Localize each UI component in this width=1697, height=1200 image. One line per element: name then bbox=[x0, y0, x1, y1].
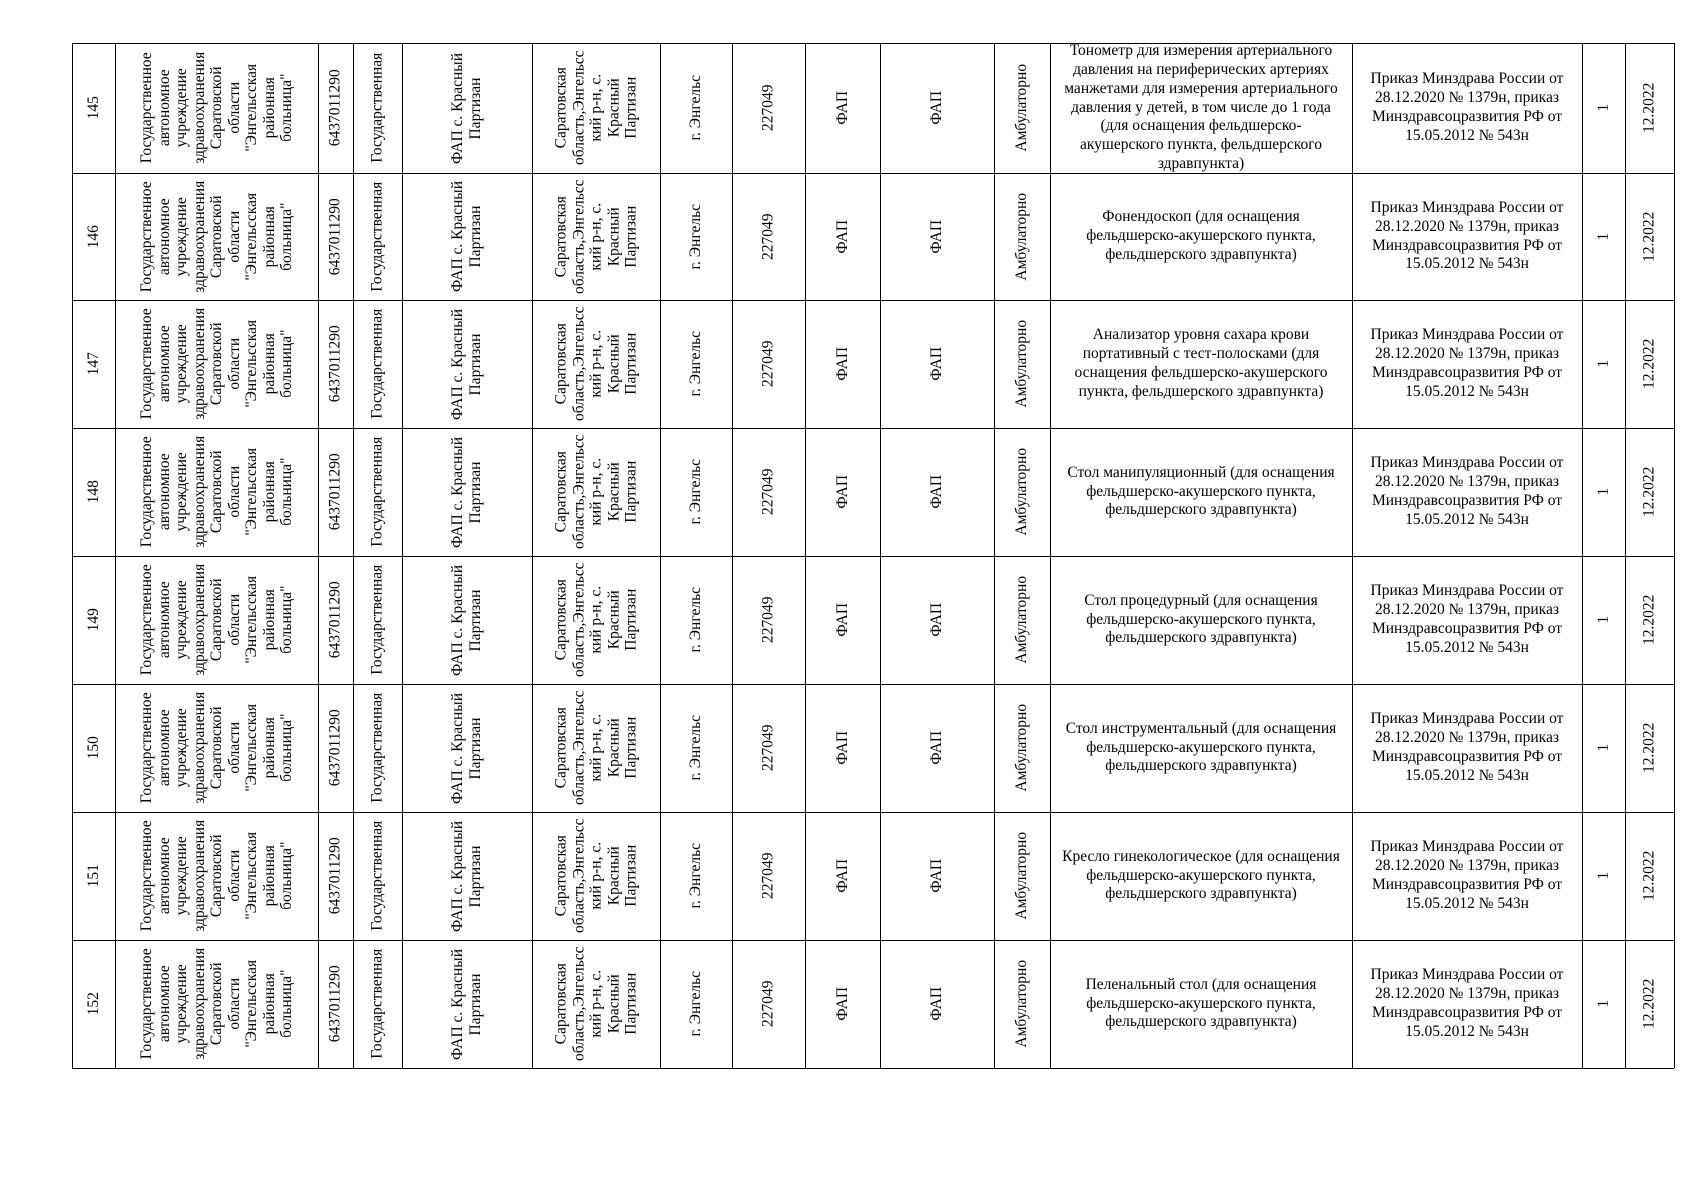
inn-value: 6437011290 bbox=[326, 198, 344, 275]
ownership-form: Государственная bbox=[368, 820, 386, 932]
facility-subtype: ФАП bbox=[928, 859, 946, 893]
facility-type: ФАП bbox=[833, 219, 851, 254]
facility-address: Саратовская область,Энгельсс кий р-н, с. Красный Партизан bbox=[552, 179, 640, 294]
table-cell-legal-basis bbox=[1352, 173, 1582, 300]
equipment-description: Фонендоскоп (для оснащения фельдшерско-акушерского пункта, фельдшерского здравпункта) bbox=[1086, 208, 1316, 263]
care-mode: Амбулаторно bbox=[1013, 960, 1031, 1048]
organization-name: Государственное автономное учреждение здравоохранения Саратовской области "Энгельсская районная больница" bbox=[137, 564, 295, 676]
table-cell-delivery-date bbox=[1625, 173, 1674, 300]
legal-basis: Приказ Минздрава России от 28.12.2020 № 1379н, приказ Минздравсоцразвития РФ от 15.05.2012 № 543н bbox=[1370, 838, 1564, 912]
table-cell-city-name bbox=[660, 300, 732, 428]
table-cell-facility-name bbox=[402, 556, 532, 684]
table-cell-equipment-description bbox=[1050, 43, 1352, 173]
table-cell-quantity bbox=[1582, 300, 1625, 428]
table-cell-care-mode bbox=[994, 812, 1050, 940]
table-cell-facility-address bbox=[532, 43, 660, 173]
facility-code: 227049 bbox=[759, 468, 777, 516]
facility-type: ФАП bbox=[833, 859, 851, 893]
quantity: 1 bbox=[1594, 488, 1612, 496]
table-cell-facility-subtype bbox=[880, 812, 994, 940]
equipment-description: Анализатор уровня сахара крови портативный с тест-полосками (для оснащения фельдшерско-акушерского пункта, фельдшерского здравпункта) bbox=[1074, 326, 1328, 400]
table-cell-quantity bbox=[1582, 812, 1625, 940]
table-cell-facility-subtype bbox=[880, 684, 994, 812]
table-cell-facility-code bbox=[732, 173, 805, 300]
row-number: 152 bbox=[84, 992, 102, 1016]
table-cell-inn-value bbox=[318, 173, 353, 300]
ownership-form: Государственная bbox=[368, 564, 386, 676]
table-cell-equipment-description bbox=[1050, 812, 1352, 940]
table-cell-row-number bbox=[72, 556, 115, 684]
table-cell-ownership-form bbox=[353, 43, 402, 173]
table-cell-facility-code bbox=[732, 428, 805, 556]
table-cell-facility-name bbox=[402, 812, 532, 940]
delivery-date: 12.2022 bbox=[1640, 850, 1658, 902]
organization-name: Государственное автономное учреждение здравоохранения Саратовской области "Энгельсская районная больница" bbox=[137, 948, 295, 1060]
facility-code: 227049 bbox=[759, 340, 777, 388]
equipment-description: Стол манипуляционный (для оснащения фельдшерско-акушерского пункта, фельдшерского здравпункта) bbox=[1067, 463, 1335, 519]
organization-name: Государственное автономное учреждение здравоохранения Саратовской области "Энгельсская районная больница" bbox=[137, 692, 295, 804]
row-number: 145 bbox=[84, 96, 102, 120]
city-name: г. Энгельс bbox=[687, 587, 705, 653]
table-cell-delivery-date bbox=[1625, 300, 1674, 428]
equipment-description: Стол процедурный (для оснащения фельдшерско-акушерского пункта, фельдшерского здравпункта) bbox=[1084, 591, 1318, 647]
facility-subtype: ФАП bbox=[928, 603, 946, 637]
table-cell-facility-type bbox=[805, 173, 880, 300]
table-cell-inn-value bbox=[318, 428, 353, 556]
facility-address: Саратовская область,Энгельсс кий р-н, с. Красный Партизан bbox=[552, 50, 640, 166]
facility-address: Саратовская область,Энгельсс кий р-н, с. Красный Партизан bbox=[552, 818, 640, 934]
table-cell-legal-basis bbox=[1352, 300, 1582, 428]
facility-address: Саратовская область,Энгельсс кий р-н, с. Красный Партизан bbox=[552, 690, 640, 806]
table-cell-delivery-date bbox=[1625, 940, 1674, 1068]
facility-code: 227049 bbox=[759, 980, 777, 1028]
table-cell-quantity bbox=[1582, 940, 1625, 1068]
table-cell-facility-subtype bbox=[880, 300, 994, 428]
delivery-date: 12.2022 bbox=[1640, 594, 1658, 646]
table-cell-facility-subtype bbox=[880, 43, 994, 173]
table-cell-facility-type bbox=[805, 556, 880, 684]
table-cell-facility-code bbox=[732, 300, 805, 428]
table-cell-facility-name bbox=[402, 173, 532, 300]
delivery-date: 12.2022 bbox=[1640, 211, 1658, 262]
table-cell-delivery-date bbox=[1625, 43, 1674, 173]
city-name: г. Энгельс bbox=[687, 843, 705, 909]
table-cell-organization-name bbox=[115, 556, 318, 684]
facility-subtype: ФАП bbox=[928, 731, 946, 765]
legal-basis: Приказ Минздрава России от 28.12.2020 № 1379н, приказ Минздравсоцразвития РФ от 15.05.2012 № 543н bbox=[1370, 326, 1564, 400]
care-mode: Амбулаторно bbox=[1013, 576, 1031, 664]
quantity: 1 bbox=[1594, 104, 1612, 112]
legal-basis: Приказ Минздрава России от 28.12.2020 № 1379н, приказ Минздравсоцразвития РФ от 15.05.2012 № 543н bbox=[1370, 582, 1564, 656]
table-cell-organization-name bbox=[115, 173, 318, 300]
table-cell-legal-basis bbox=[1352, 43, 1582, 173]
care-mode: Амбулаторно bbox=[1013, 64, 1031, 152]
table-cell-facility-type bbox=[805, 940, 880, 1068]
table-cell-facility-type bbox=[805, 43, 880, 173]
facility-subtype: ФАП bbox=[928, 987, 946, 1021]
table-cell-inn-value bbox=[318, 43, 353, 173]
table-cell-facility-code bbox=[732, 684, 805, 812]
delivery-date: 12.2022 bbox=[1640, 82, 1658, 134]
ownership-form: Государственная bbox=[368, 181, 386, 292]
table-cell-facility-type bbox=[805, 684, 880, 812]
table-cell-equipment-description bbox=[1050, 428, 1352, 556]
facility-name: ФАП с. Красный Партизан bbox=[449, 308, 484, 420]
table-cell-ownership-form bbox=[353, 684, 402, 812]
table-cell-care-mode bbox=[994, 940, 1050, 1068]
quantity: 1 bbox=[1594, 872, 1612, 880]
table-cell-inn-value bbox=[318, 812, 353, 940]
table-cell-city-name bbox=[660, 43, 732, 173]
row-number: 149 bbox=[84, 608, 102, 632]
table-cell-facility-subtype bbox=[880, 173, 994, 300]
facility-type: ФАП bbox=[833, 347, 851, 381]
table-cell-delivery-date bbox=[1625, 812, 1674, 940]
table-cell-organization-name bbox=[115, 43, 318, 173]
table-cell-care-mode bbox=[994, 173, 1050, 300]
table-cell-ownership-form bbox=[353, 173, 402, 300]
table-cell-facility-code bbox=[732, 556, 805, 684]
inn-value: 6437011290 bbox=[326, 453, 344, 531]
ownership-form: Государственная bbox=[368, 52, 386, 164]
table-cell-row-number bbox=[72, 173, 115, 300]
city-name: г. Энгельс bbox=[687, 203, 705, 270]
city-name: г. Энгельс bbox=[687, 331, 705, 397]
quantity: 1 bbox=[1594, 744, 1612, 752]
table-cell-inn-value bbox=[318, 940, 353, 1068]
table-cell-quantity bbox=[1582, 556, 1625, 684]
ownership-form: Государственная bbox=[368, 308, 386, 420]
table-cell-equipment-description bbox=[1050, 556, 1352, 684]
table-cell-row-number bbox=[72, 940, 115, 1068]
legal-basis: Приказ Минздрава России от 28.12.2020 № 1379н, приказ Минздравсоцразвития РФ от 15.05.2012 № 543н bbox=[1370, 710, 1564, 784]
organization-name: Государственное автономное учреждение здравоохранения Саратовской области "Энгельсская районная больница" bbox=[137, 436, 295, 548]
table-cell-city-name bbox=[660, 684, 732, 812]
equipment-description: Пеленальный стол (для оснащения фельдшерско-акушерского пункта, фельдшерского здравпункта) bbox=[1085, 975, 1317, 1031]
table-cell-equipment-description bbox=[1050, 940, 1352, 1068]
row-number: 146 bbox=[84, 224, 102, 249]
table-cell-organization-name bbox=[115, 940, 318, 1068]
delivery-date: 12.2022 bbox=[1640, 722, 1658, 774]
facility-name: ФАП с. Красный Партизан bbox=[449, 948, 484, 1060]
table-cell-quantity bbox=[1582, 428, 1625, 556]
table-cell-facility-type bbox=[805, 428, 880, 556]
table-cell-facility-address bbox=[532, 684, 660, 812]
table-cell-facility-type bbox=[805, 812, 880, 940]
facility-subtype: ФАП bbox=[928, 219, 946, 254]
table-cell-city-name bbox=[660, 173, 732, 300]
table-cell-facility-address bbox=[532, 940, 660, 1068]
ownership-form: Государственная bbox=[368, 692, 386, 804]
table-cell-care-mode bbox=[994, 428, 1050, 556]
facility-subtype: ФАП bbox=[928, 475, 946, 509]
facility-code: 227049 bbox=[759, 213, 777, 260]
facility-code: 227049 bbox=[759, 724, 777, 772]
care-mode: Амбулаторно bbox=[1013, 192, 1031, 281]
facility-name: ФАП с. Красный Партизан bbox=[449, 436, 484, 548]
facility-type: ФАП bbox=[833, 475, 851, 509]
equipment-description: Стол инструментальный (для оснащения фельдшерско-акушерского пункта, фельдшерского здравпункта) bbox=[1065, 719, 1337, 775]
city-name: г. Энгельс bbox=[687, 75, 705, 141]
facility-subtype: ФАП bbox=[928, 91, 946, 125]
quantity: 1 bbox=[1594, 360, 1612, 368]
table-cell-facility-address bbox=[532, 428, 660, 556]
table-cell-organization-name bbox=[115, 812, 318, 940]
facility-address: Саратовская область,Энгельсс кий р-н, с. Красный Партизан bbox=[552, 946, 640, 1062]
facility-name: ФАП с. Красный Партизан bbox=[449, 180, 484, 293]
quantity: 1 bbox=[1594, 232, 1612, 241]
table-cell-legal-basis bbox=[1352, 428, 1582, 556]
ownership-form: Государственная bbox=[368, 948, 386, 1060]
quantity: 1 bbox=[1594, 616, 1612, 624]
facility-name: ФАП с. Красный Партизан bbox=[449, 52, 484, 164]
table-cell-city-name bbox=[660, 812, 732, 940]
table-cell-facility-address bbox=[532, 300, 660, 428]
table-cell-equipment-description bbox=[1050, 173, 1352, 300]
facility-name: ФАП с. Красный Партизан bbox=[449, 692, 484, 804]
row-number: 148 bbox=[84, 480, 102, 504]
inn-value: 6437011290 bbox=[326, 837, 344, 915]
table-cell-care-mode bbox=[994, 43, 1050, 173]
facility-type: ФАП bbox=[833, 91, 851, 125]
facility-address: Саратовская область,Энгельсс кий р-н, с. Красный Партизан bbox=[552, 306, 640, 422]
table-cell-facility-name bbox=[402, 684, 532, 812]
facility-subtype: ФАП bbox=[928, 347, 946, 381]
table-cell-quantity bbox=[1582, 684, 1625, 812]
table-cell-facility-code bbox=[732, 940, 805, 1068]
organization-name: Государственное автономное учреждение здравоохранения Саратовской области "Энгельсская районная больница" bbox=[137, 820, 295, 932]
inn-value: 6437011290 bbox=[326, 965, 344, 1043]
table-cell-facility-name bbox=[402, 43, 532, 173]
table-cell-care-mode bbox=[994, 684, 1050, 812]
delivery-date: 12.2022 bbox=[1640, 338, 1658, 390]
table-cell-organization-name bbox=[115, 684, 318, 812]
inn-value: 6437011290 bbox=[326, 325, 344, 403]
facility-code: 227049 bbox=[759, 596, 777, 644]
city-name: г. Энгельс bbox=[687, 971, 705, 1037]
table-cell-delivery-date bbox=[1625, 556, 1674, 684]
delivery-date: 12.2022 bbox=[1640, 466, 1658, 518]
table-cell-quantity bbox=[1582, 43, 1625, 173]
table-cell-row-number bbox=[72, 812, 115, 940]
row-number: 151 bbox=[84, 864, 102, 888]
table-cell-delivery-date bbox=[1625, 684, 1674, 812]
quantity: 1 bbox=[1594, 1000, 1612, 1008]
table-cell-care-mode bbox=[994, 300, 1050, 428]
table-cell-ownership-form bbox=[353, 940, 402, 1068]
facility-code: 227049 bbox=[759, 84, 777, 132]
table-cell-city-name bbox=[660, 428, 732, 556]
table-cell-facility-subtype bbox=[880, 428, 994, 556]
table-cell-facility-name bbox=[402, 940, 532, 1068]
city-name: г. Энгельс bbox=[687, 715, 705, 781]
row-number: 147 bbox=[84, 352, 102, 376]
row-number: 150 bbox=[84, 736, 102, 760]
table-cell-city-name bbox=[660, 556, 732, 684]
table-cell-delivery-date bbox=[1625, 428, 1674, 556]
table-cell-ownership-form bbox=[353, 812, 402, 940]
table-cell-inn-value bbox=[318, 300, 353, 428]
table-cell-row-number bbox=[72, 43, 115, 173]
ownership-form: Государственная bbox=[368, 436, 386, 548]
table-cell-facility-code bbox=[732, 43, 805, 173]
table-cell-ownership-form bbox=[353, 300, 402, 428]
table-cell-facility-type bbox=[805, 300, 880, 428]
organization-name: Государственное автономное учреждение здравоохранения Саратовской области "Энгельсская районная больница" bbox=[137, 308, 295, 420]
facility-type: ФАП bbox=[833, 603, 851, 637]
table-cell-facility-subtype bbox=[880, 940, 994, 1068]
organization-name: Государственное автономное учреждение здравоохранения Саратовской области "Энгельсская районная больница" bbox=[137, 52, 295, 164]
care-mode: Амбулаторно bbox=[1013, 320, 1031, 408]
table-cell-inn-value bbox=[318, 556, 353, 684]
table-cell-organization-name bbox=[115, 428, 318, 556]
table-cell-row-number bbox=[72, 300, 115, 428]
table-cell-facility-address bbox=[532, 812, 660, 940]
facility-address: Саратовская область,Энгельсс кий р-н, с. Красный Партизан bbox=[552, 434, 640, 550]
table-cell-equipment-description bbox=[1050, 684, 1352, 812]
city-name: г. Энгельс bbox=[687, 459, 705, 525]
legal-basis: Приказ Минздрава России от 28.12.2020 № 1379н, приказ Минздравсоцразвития РФ от 15.05.2012 № 543н bbox=[1370, 70, 1564, 144]
delivery-date: 12.2022 bbox=[1640, 978, 1658, 1030]
inn-value: 6437011290 bbox=[326, 69, 344, 147]
table-cell-facility-address bbox=[532, 556, 660, 684]
facility-name: ФАП с. Красный Партизан bbox=[449, 820, 484, 932]
table-cell-quantity bbox=[1582, 173, 1625, 300]
facility-code: 227049 bbox=[759, 852, 777, 900]
organization-name: Государственное автономное учреждение здравоохранения Саратовской области "Энгельсская районная больница" bbox=[137, 180, 295, 293]
table-cell-facility-subtype bbox=[880, 556, 994, 684]
care-mode: Амбулаторно bbox=[1013, 704, 1031, 792]
inn-value: 6437011290 bbox=[326, 581, 344, 659]
table-cell-facility-name bbox=[402, 300, 532, 428]
table-cell-legal-basis bbox=[1352, 812, 1582, 940]
table-cell-row-number bbox=[72, 684, 115, 812]
care-mode: Амбулаторно bbox=[1013, 832, 1031, 920]
table-cell-care-mode bbox=[994, 556, 1050, 684]
equipment-description: Тонометр для измерения артериального давления на периферических артериях манжетами для измерения артериального давления у детей, в том числе до 1 года (для оснащения фельдшерско-акушерского пункта, фельдшерского здравпункта) bbox=[1064, 43, 1338, 173]
care-mode: Амбулаторно bbox=[1013, 448, 1031, 536]
table-cell-legal-basis bbox=[1352, 940, 1582, 1068]
table-cell-legal-basis bbox=[1352, 684, 1582, 812]
facility-type: ФАП bbox=[833, 731, 851, 765]
table-cell-equipment-description bbox=[1050, 300, 1352, 428]
facility-address: Саратовская область,Энгельсс кий р-н, с. Красный Партизан bbox=[552, 562, 640, 678]
table-cell-organization-name bbox=[115, 300, 318, 428]
table-cell-facility-address bbox=[532, 173, 660, 300]
table-cell-inn-value bbox=[318, 684, 353, 812]
legal-basis: Приказ Минздрава России от 28.12.2020 № 1379н, приказ Минздравсоцразвития РФ от 15.05.2012 № 543н bbox=[1370, 198, 1564, 273]
inn-value: 6437011290 bbox=[326, 709, 344, 787]
table-cell-facility-name bbox=[402, 428, 532, 556]
equipment-description: Кресло гинекологическое (для оснащения фельдшерско-акушерского пункта, фельдшерского здравпункта) bbox=[1062, 847, 1340, 903]
facility-name: ФАП с. Красный Партизан bbox=[449, 564, 484, 676]
legal-basis: Приказ Минздрава России от 28.12.2020 № 1379н, приказ Минздравсоцразвития РФ от 15.05.2012 № 543н bbox=[1370, 966, 1564, 1040]
table-cell-legal-basis bbox=[1352, 556, 1582, 684]
table-cell-ownership-form bbox=[353, 556, 402, 684]
legal-basis: Приказ Минздрава России от 28.12.2020 № 1379н, приказ Минздравсоцразвития РФ от 15.05.2012 № 543н bbox=[1370, 454, 1564, 528]
table-cell-city-name bbox=[660, 940, 732, 1068]
table-cell-facility-code bbox=[732, 812, 805, 940]
facility-type: ФАП bbox=[833, 987, 851, 1021]
table-cell-row-number bbox=[72, 428, 115, 556]
table-cell-ownership-form bbox=[353, 428, 402, 556]
